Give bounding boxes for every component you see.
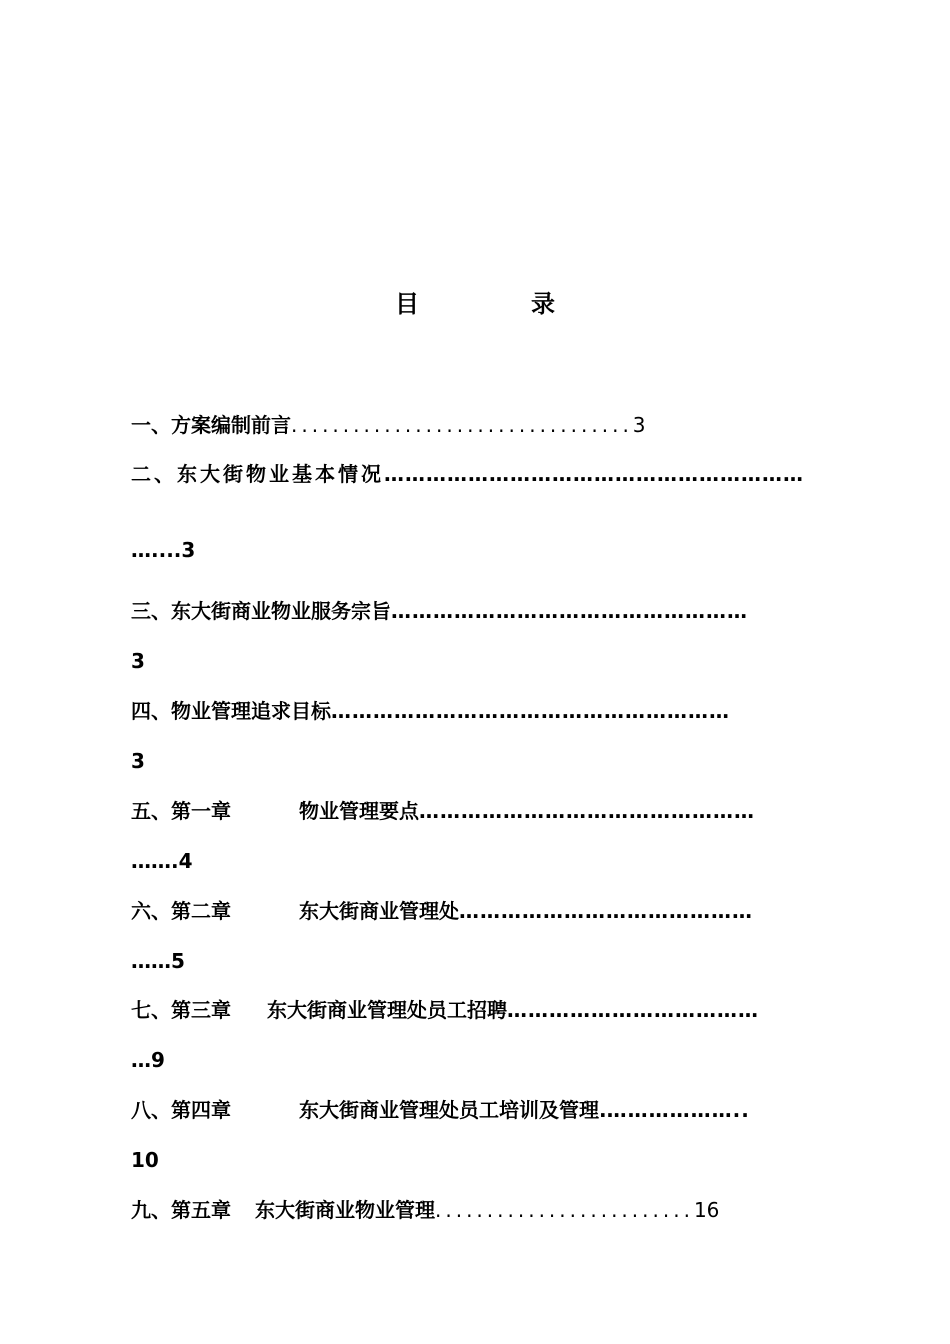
toc-entry-8-page-number: 10	[131, 1148, 159, 1172]
toc-entry-1[interactable]	[131, 411, 821, 439]
toc-entry-label: 二、东大街物业基本情况	[131, 462, 384, 486]
toc-entry-chapter: 五、第一章	[131, 799, 231, 823]
toc-page-number: 3	[632, 413, 646, 437]
toc-entry-chapter: 八、第四章	[131, 1098, 231, 1122]
page-title: 目 录	[395, 290, 599, 318]
toc-dot-leader: ……………………………………………	[391, 599, 748, 623]
toc-entry-6-continuation: ……5	[131, 949, 185, 973]
toc-entry-4[interactable]	[131, 697, 821, 725]
toc-entry-chapter: 六、第二章	[131, 899, 231, 923]
toc-dot-leader: …………………………………………………	[331, 699, 730, 723]
toc-dot-leader: ……………….	[606, 1098, 742, 1122]
toc-entry-6[interactable]	[131, 897, 821, 925]
toc-entry-label: 一、方案编制前言	[131, 413, 291, 437]
toc-trailing-dot: .	[741, 1098, 749, 1122]
toc-entry-chapter: 七、第三章	[131, 998, 231, 1022]
toc-entry-5[interactable]	[131, 797, 821, 825]
toc-entry-7[interactable]	[131, 996, 821, 1024]
toc-dot-leader: ……………………………………………………	[384, 462, 804, 486]
toc-dot-leader: ……………………………………	[459, 899, 753, 923]
toc-entry-4-page-number: 3	[131, 749, 145, 773]
toc-entry-chapter: 九、第五章	[131, 1198, 231, 1222]
toc-entry-7-continuation: …9	[131, 1048, 165, 1072]
toc-entry-2-continuation: …....3	[131, 538, 196, 562]
toc-dot-leader: .........................	[435, 1198, 694, 1222]
toc-entry-8[interactable]	[131, 1096, 821, 1124]
toc-dot-leader: ………………………………	[507, 998, 759, 1022]
toc-entry-5-continuation: …….4	[131, 849, 193, 873]
toc-entry-label: 东大街商业物业管理	[255, 1198, 435, 1222]
toc-entry-label: 四、物业管理追求目标	[131, 699, 331, 723]
toc-entry-3-page-number: 3	[131, 649, 145, 673]
toc-page-number: 16	[693, 1198, 720, 1222]
toc-entry-label: 东大街商业管理处员工招聘	[267, 998, 507, 1022]
toc-entry-3[interactable]	[131, 597, 821, 625]
toc-entry-label: 物业管理要点	[299, 799, 419, 823]
toc-entry-label: 东大街商业管理处员工培训及管理.	[299, 1098, 607, 1122]
toc-entry-9[interactable]	[131, 1196, 821, 1224]
toc-dot-leader: .................................	[291, 413, 633, 437]
toc-entry-label: 东大街商业管理处	[299, 899, 459, 923]
toc-dot-leader: …………………………………………	[419, 799, 755, 823]
toc-entry-2[interactable]	[131, 460, 821, 488]
toc-entry-label: 三、东大街商业物业服务宗旨	[131, 599, 391, 623]
